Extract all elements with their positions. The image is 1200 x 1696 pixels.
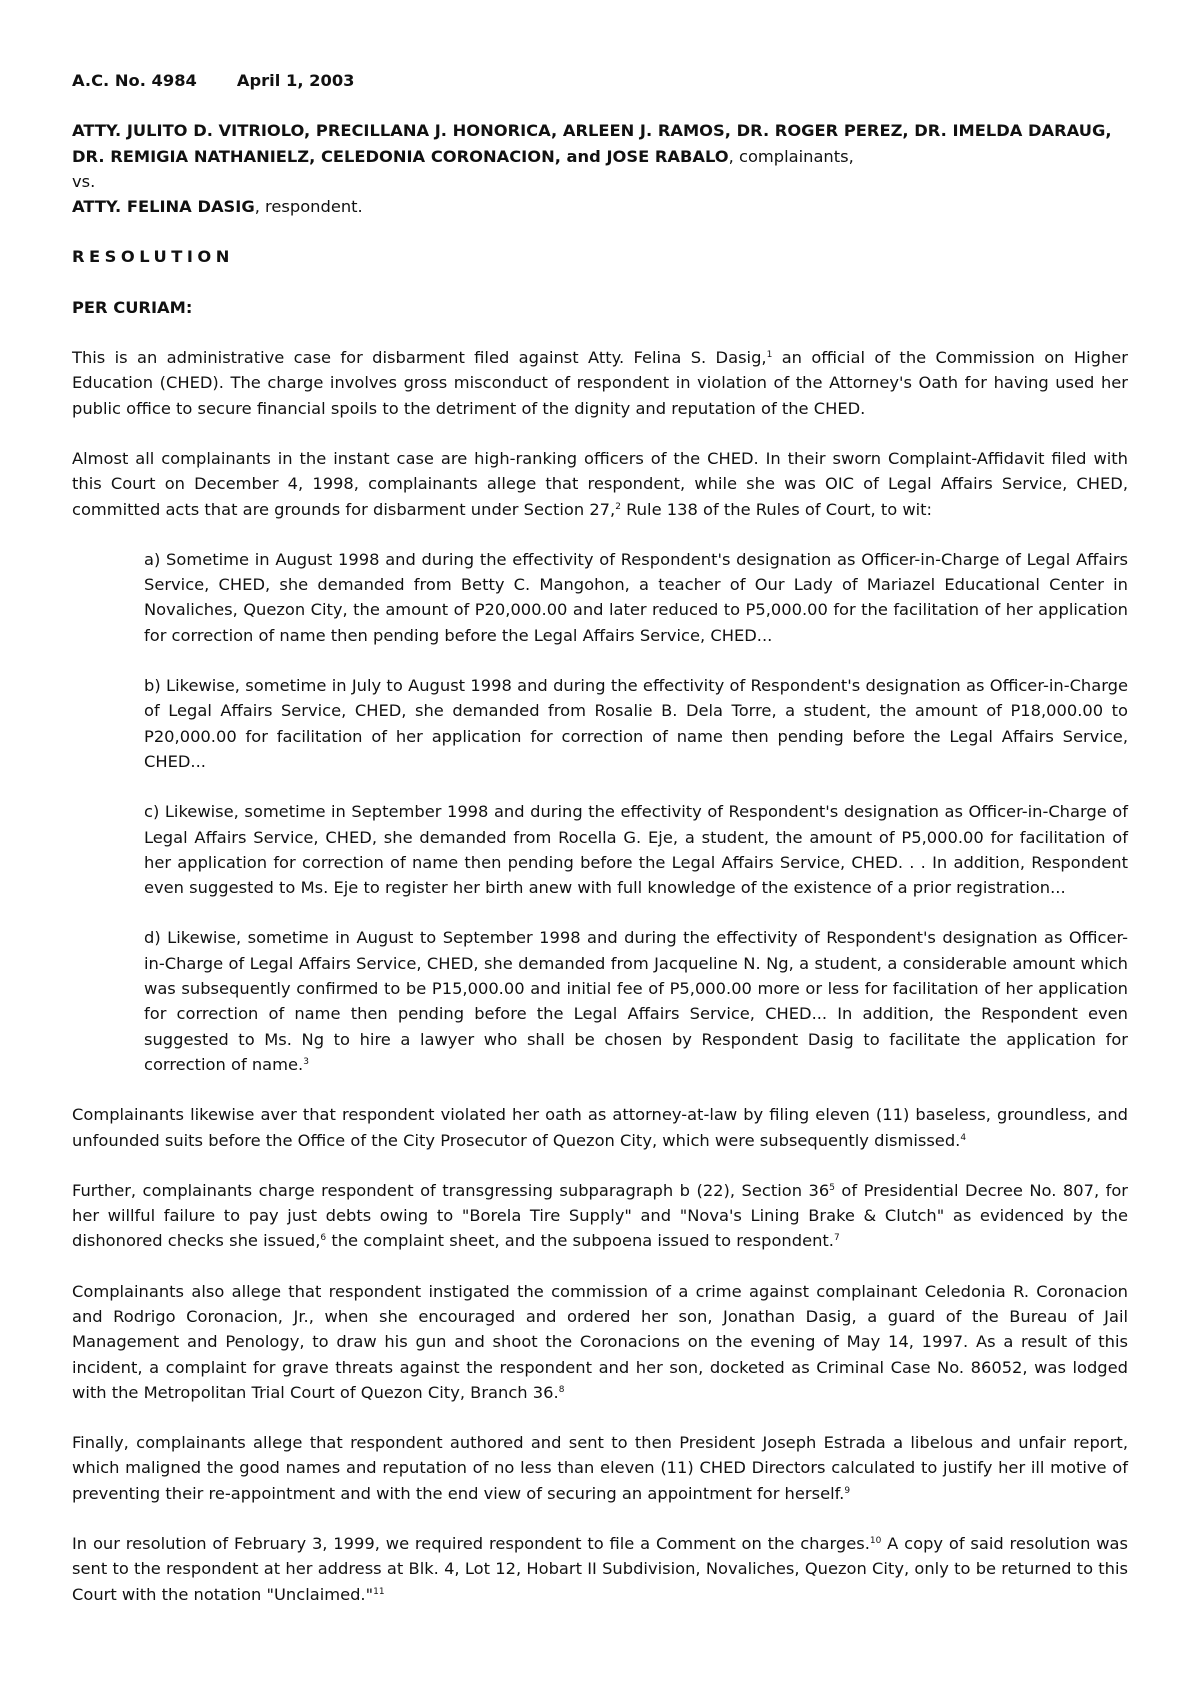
footnote-ref-6: 6 bbox=[320, 1233, 327, 1244]
paragraph-text: Complainants likewise aver that respondent violated her oath as attorney-at-law by filing eleven (11) baseless, groundless, and unfounded suits before the Office of the City Prosecutor of Quezon City, which were subsequently dismissed. bbox=[72, 1105, 1128, 1150]
quote-d bbox=[144, 925, 1128, 1077]
paragraph-text: an official of the Commission on Higher Education (CHED). The charge involves gross misconduct of respondent in violation of the Attorney's Oath for having used her public office to secure financial spoils to the detriment of the dignity and reputation of the CHED. bbox=[72, 348, 1128, 418]
quote-c: c) Likewise, sometime in September 1998 and during the effectivity of Respondent's designation as Officer-in-Charge of Legal Affairs Service, CHED, she demanded from Rocella G. Eje, a student, the amount of P5,000.00 for facilitation of her application for correction of name then pending before the Legal Affairs Service, CHED. . . In addition, Respondent even suggested to Ms. Eje to register her birth anew with full knowledge of the existence of a prior registration... bbox=[144, 802, 1128, 898]
footnote-ref-7: 7 bbox=[833, 1233, 840, 1244]
paragraph-5 bbox=[72, 1279, 1128, 1405]
paragraph-1 bbox=[72, 345, 1128, 421]
paragraph-text: Further, complainants charge respondent of transgressing subparagraph b (22), Section 36 bbox=[72, 1180, 830, 1200]
paragraph-4 bbox=[72, 1178, 1128, 1254]
footnote-ref-5: 5 bbox=[829, 1182, 835, 1193]
paragraph-text: A copy of said resolution was sent to the respondent at her address at Blk. 4, Lot 12, Hobart II Subdivision, Novaliches, Quezon City, only to be returned to this Court with the notation "Unclaimed." bbox=[72, 1534, 1128, 1604]
complainants-names: ATTY. JULITO D. VITRIOLO, PRECILLANA J. HONORICA, ARLEEN J. RAMOS, DR. ROGER PEREZ, DR. IMELDA DARAUG, DR. REMIGIA NATHANIELZ, CELEDONIA CORONACION, and JOSE RABALO bbox=[72, 121, 1112, 166]
case-date: April 1, 2003 bbox=[236, 71, 355, 90]
paragraph-text: Almost all complainants in the instant case are high-ranking officers of the CHED. In their sworn Complaint-Affidavit filed with this Court on December 4, 1998, complainants allege that respondent, while she was OIC of Legal Affairs Service, CHED, committed acts that are grounds for disbarment under Section 27, bbox=[72, 448, 1128, 519]
footnote-ref-9: 9 bbox=[844, 1485, 851, 1496]
respondent-label: , respondent. bbox=[254, 197, 363, 217]
case-parties bbox=[72, 118, 1128, 219]
quote-a: a) Sometime in August 1998 and during the effectivity of Respondent's designation as Officer-in-Charge of Legal Affairs Service, CHED, she demanded from Betty C. Mangohon, a teacher of Our Lady of Mariazel Educational Center in Novaliches, Quezon City, the amount of P20,000.00 and later reduced to P5,000.00 for the facilitation of her application for correction of name then pending before the Legal Affairs Service, CHED... bbox=[144, 549, 1128, 645]
paragraph-text: Finally, complainants allege that respondent authored and sent to then President Joseph Estrada a libelous and unfair report, which maligned the good names and reputation of no less than eleven (11) CHED Directors calculated to justify her ill motive of preventing their re-appointment and with the end view of securing an appointment for herself. bbox=[72, 1433, 1128, 1503]
footnote-ref-1: 1 bbox=[766, 350, 773, 361]
paragraph-text: Complainants also allege that respondent instigated the commission of a crime against complainant Celedonia R. Coronacion and Rodrigo Coronacion, Jr., when she encouraged and ordered her son, Jonathan Dasig, a guard of the Bureau of Jail Management and Penology, to draw his gun and shoot the Coronacions on the evening of May 14, 1997. As a result of this incident, a complaint for grave threats against the respondent and her son, docketed as Criminal Case No. 86052, was lodged with the Metropolitan Trial Court of Quezon City, Branch 36. bbox=[72, 1281, 1128, 1402]
paragraph-text: of Presidential Decree No. 807, for her willful failure to pay just debts owing to "Borela Tire Supply" and "Nova's Lining Brake & Clutch" as evidenced by the dishonored checks she issued, bbox=[72, 1180, 1128, 1251]
paragraph-text: In our resolution of February 3, 1999, we required respondent to file a Comment on the charges. bbox=[72, 1534, 870, 1554]
paragraph-2 bbox=[72, 446, 1128, 522]
paragraph-6 bbox=[72, 1430, 1128, 1506]
versus-label: vs. bbox=[72, 171, 96, 191]
case-number: A.C. No. 4984 bbox=[72, 71, 197, 90]
paragraph-3 bbox=[72, 1102, 1128, 1153]
paragraph-text: the complaint sheet, and the subpoena issued to respondent. bbox=[326, 1231, 834, 1251]
footnote-ref-2: 2 bbox=[615, 501, 621, 512]
resolution-title: RESOLUTION bbox=[72, 247, 234, 267]
case-header bbox=[72, 68, 1128, 93]
respondent-name: ATTY. FELINA DASIG bbox=[72, 197, 255, 217]
paragraph-7 bbox=[72, 1531, 1128, 1607]
footnote-ref-4: 4 bbox=[960, 1132, 967, 1143]
complainants-label: , complainants, bbox=[728, 146, 854, 166]
paragraph-text: d) Likewise, sometime in August to September 1998 and during the effectivity of Respondent's designation as Officer-in-Charge of Legal Affairs Service, CHED, she demanded from Jacqueline N. Ng, a student, a considerable amount which was subsequently confirmed to be P15,000.00 and initial fee of P5,000.00 more or less for facilitation of her application for correction of name then pending before the Legal Affairs Service, CHED... In addition, the Respondent even suggested to Ms. Ng to hire a lawyer who shall be chosen by Respondent Dasig to facilitate the application for correction of name. bbox=[144, 928, 1128, 1074]
quote-b: b) Likewise, sometime in July to August 1998 and during the effectivity of Respondent's designation as Officer-in-Charge of Legal Affairs Service, CHED, she demanded from Rosalie B. Dela Torre, a student, the amount of P18,000.00 to P20,000.00 for facilitation of her application for correction of name then pending before the Legal Affairs Service, CHED... bbox=[144, 676, 1128, 771]
paragraph-text: Rule 138 of the Rules of Court, to wit: bbox=[620, 499, 933, 519]
paragraph-text: This is an administrative case for disbarment filed against Atty. Felina S. Dasig, bbox=[72, 348, 767, 368]
per-curiam-heading: PER CURIAM: bbox=[72, 297, 193, 317]
footnote-ref-10: 10 bbox=[869, 1536, 882, 1547]
footnote-ref-8: 8 bbox=[558, 1384, 565, 1395]
footnote-ref-3: 3 bbox=[303, 1056, 309, 1067]
footnote-ref-11: 11 bbox=[373, 1586, 385, 1597]
